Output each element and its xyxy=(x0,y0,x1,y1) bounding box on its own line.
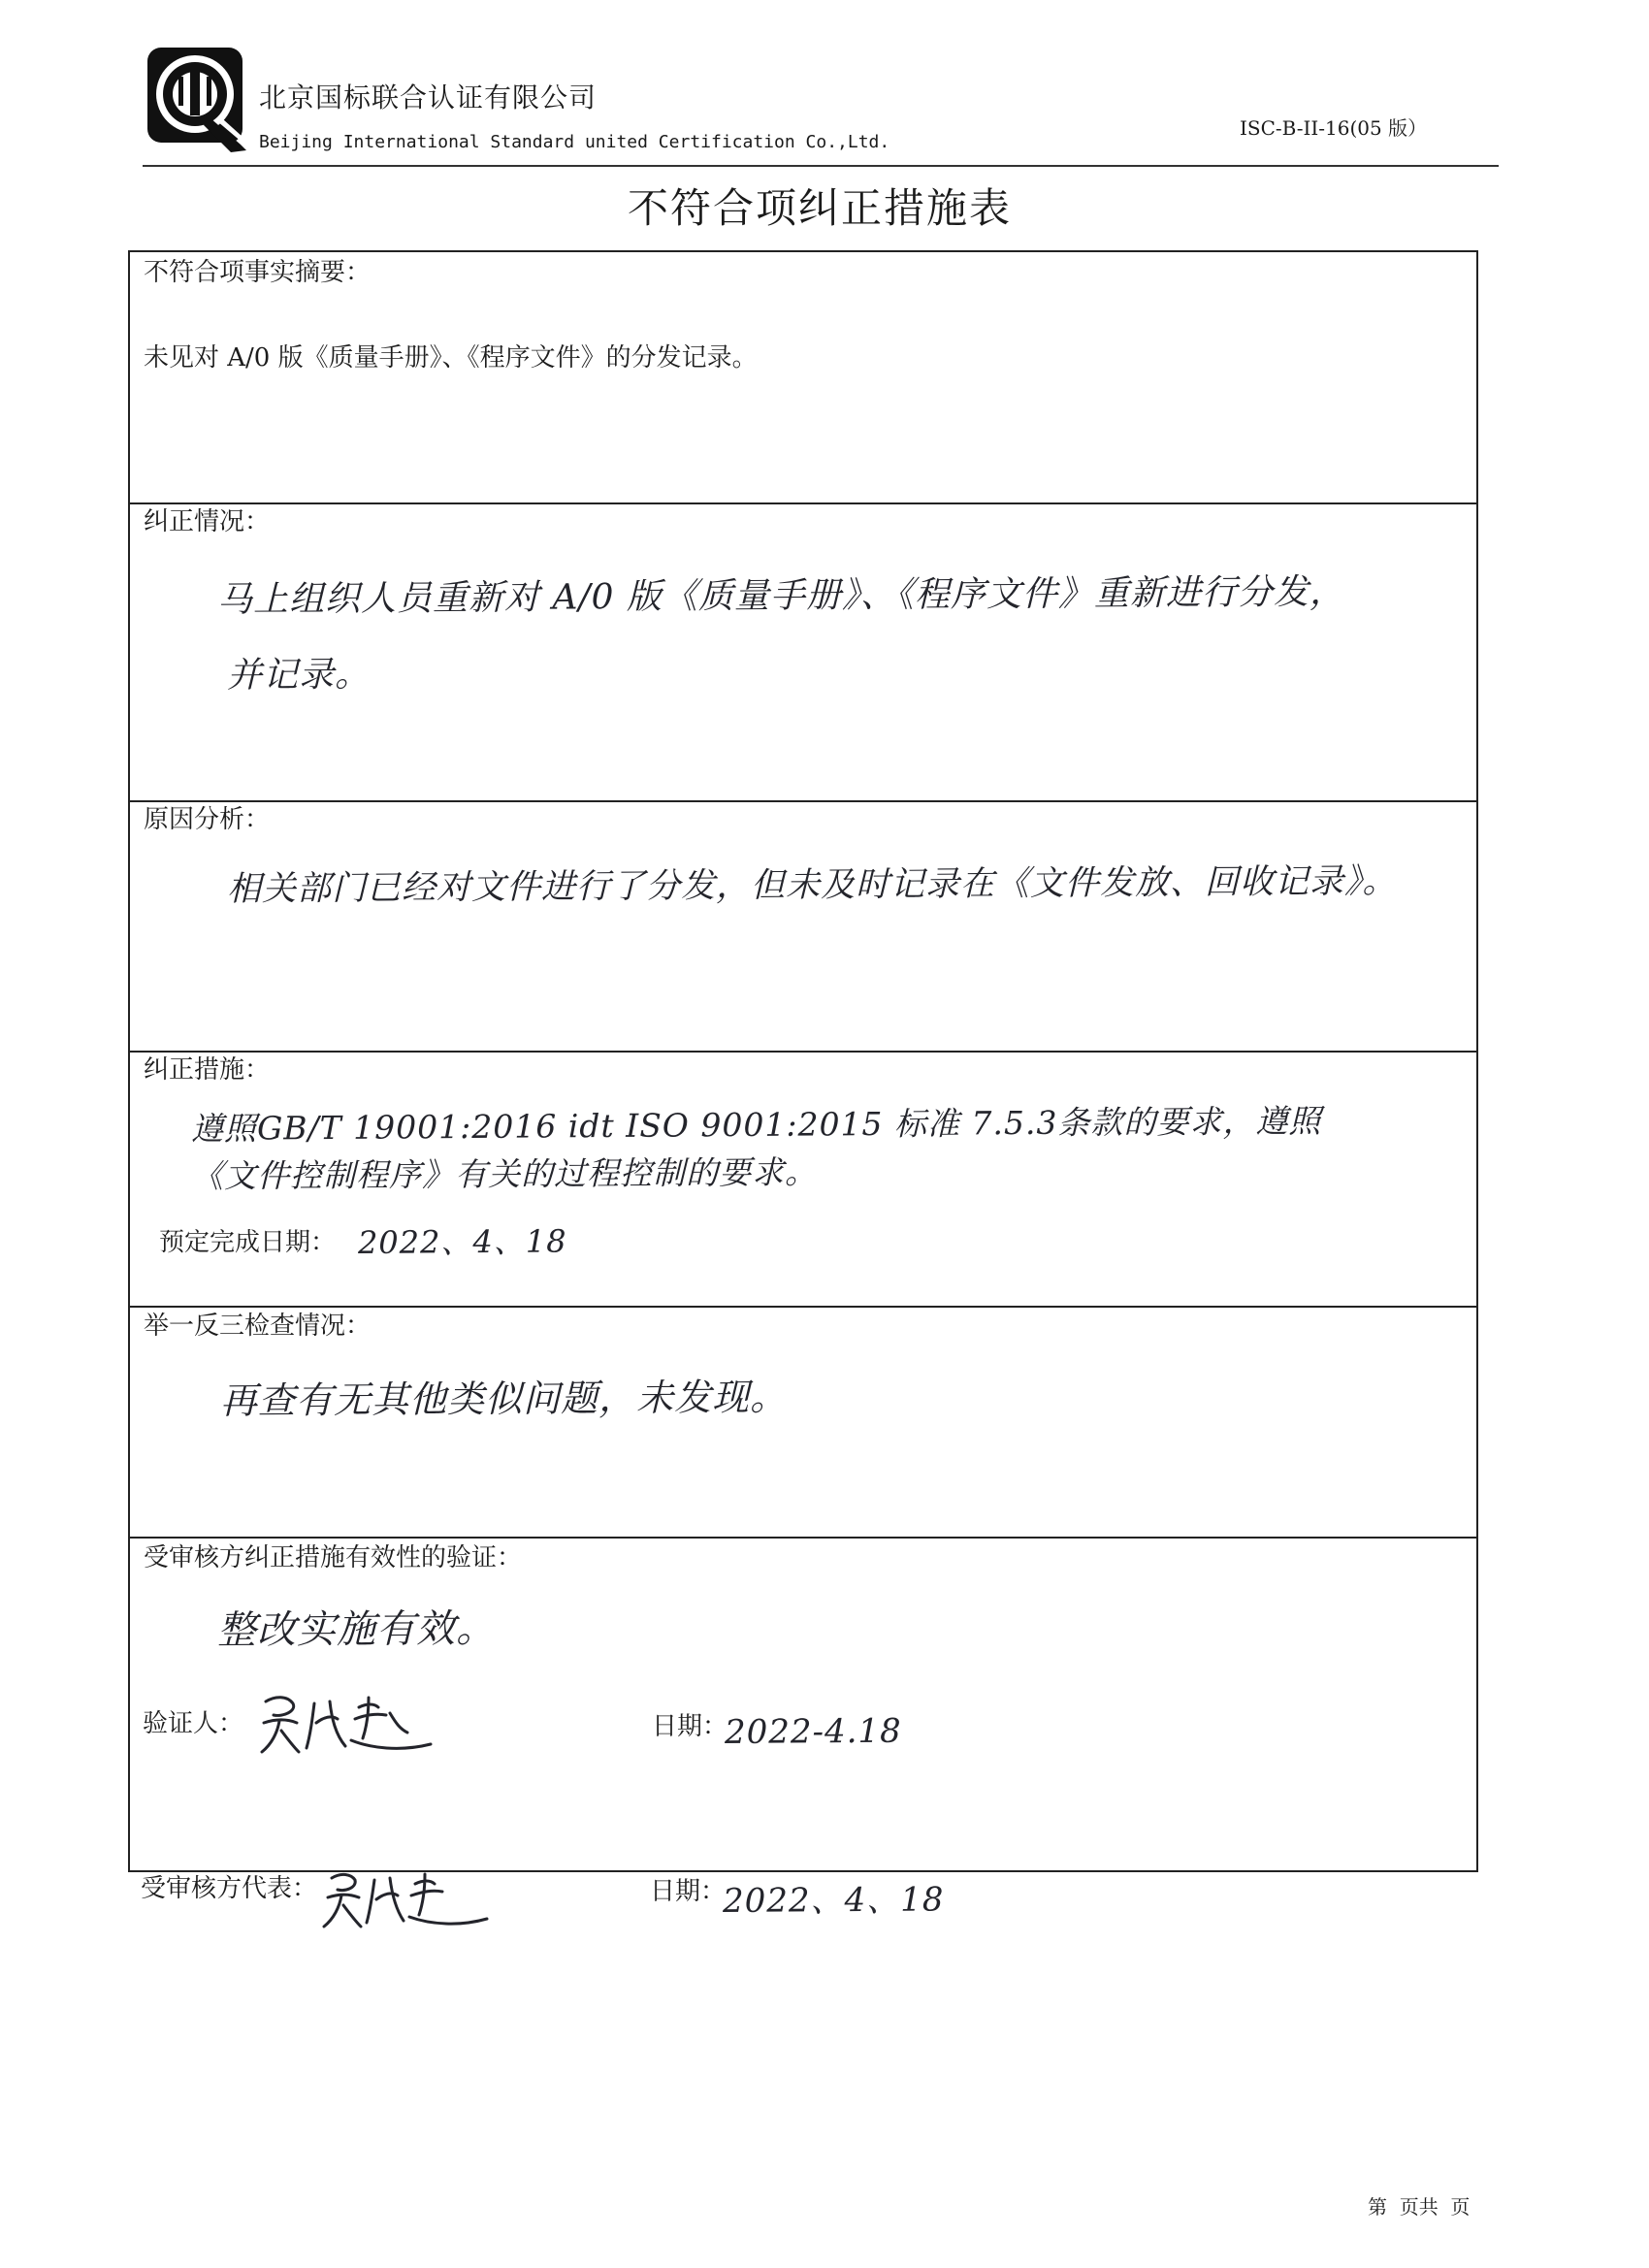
corrective-action-section xyxy=(130,1051,1476,1308)
company-name-cn: 北京国标联合认证有限公司 xyxy=(259,81,598,113)
corrective-action-table xyxy=(128,250,1478,1872)
header-divider xyxy=(143,165,1499,167)
due-date-value: 2022、4、18 xyxy=(357,1222,567,1261)
nonconformity-text: 未见对 A/0 版《质量手册》、《程序文件》的分发记录。 xyxy=(144,343,758,373)
correction-handwriting-line: 并记录。 xyxy=(226,654,372,696)
representative-date-label: 日期： xyxy=(650,1877,727,1906)
verification-section xyxy=(130,1537,1476,1874)
extended-check-section xyxy=(130,1306,1476,1539)
verification-label: 受审核方纠正措施有效性的验证： xyxy=(144,1543,523,1572)
extended-check-handwriting-line: 再查有无其他类似问题，未发现。 xyxy=(219,1375,789,1422)
correction-handwriting-line: 马上组织人员重新对 A/0 版《质量手册》、《程序文件》重新进行分发， xyxy=(216,571,1346,620)
extended-check-label: 举一反三检查情况： xyxy=(144,1312,372,1341)
verification-date-value: 2022-4.18 xyxy=(724,1711,902,1752)
company-logo-icon xyxy=(146,44,247,153)
cause-analysis-section xyxy=(130,800,1476,1053)
form-code: ISC-B-II-16(05 版） xyxy=(1240,116,1428,140)
corrective-action-handwriting-line: 遵照GB/T 19001:2016 idt ISO 9001:2015 标准 7.5.3条款的要求，遵照 xyxy=(190,1101,1322,1148)
company-name-en: Beijing International Standard united Certification Co.,Ltd. xyxy=(259,132,890,152)
cause-analysis-label: 原因分析： xyxy=(144,805,271,834)
corrective-action-label: 纠正措施： xyxy=(144,1055,271,1085)
page-title: 不符合项纠正措施表 xyxy=(627,184,1012,232)
page-number: 第 页共 页 xyxy=(1368,2195,1471,2219)
verification-handwriting-line: 整改实施有效。 xyxy=(216,1605,497,1653)
representative-signature xyxy=(318,1864,493,1934)
correction-label: 纠正情况： xyxy=(144,507,271,536)
correction-section xyxy=(130,502,1476,802)
verifier-signature xyxy=(254,1684,438,1762)
nonconformity-section xyxy=(130,252,1476,502)
verification-date-label: 日期： xyxy=(652,1712,728,1741)
nonconformity-label: 不符合项事实摘要： xyxy=(144,258,372,287)
representative-date-value: 2022、4、18 xyxy=(722,1880,945,1921)
auditee-representative-label: 受审核方代表： xyxy=(141,1874,318,1903)
verifier-label: 验证人： xyxy=(143,1709,244,1738)
cause-analysis-handwriting-line: 相关部门已经对文件进行了分发，但未及时记录在《文件发放、回收记录》。 xyxy=(226,861,1398,909)
corrective-action-handwriting-line: 《文件控制程序》有关的过程控制的要求。 xyxy=(190,1152,819,1195)
due-date-label: 预定完成日期： xyxy=(159,1228,337,1257)
